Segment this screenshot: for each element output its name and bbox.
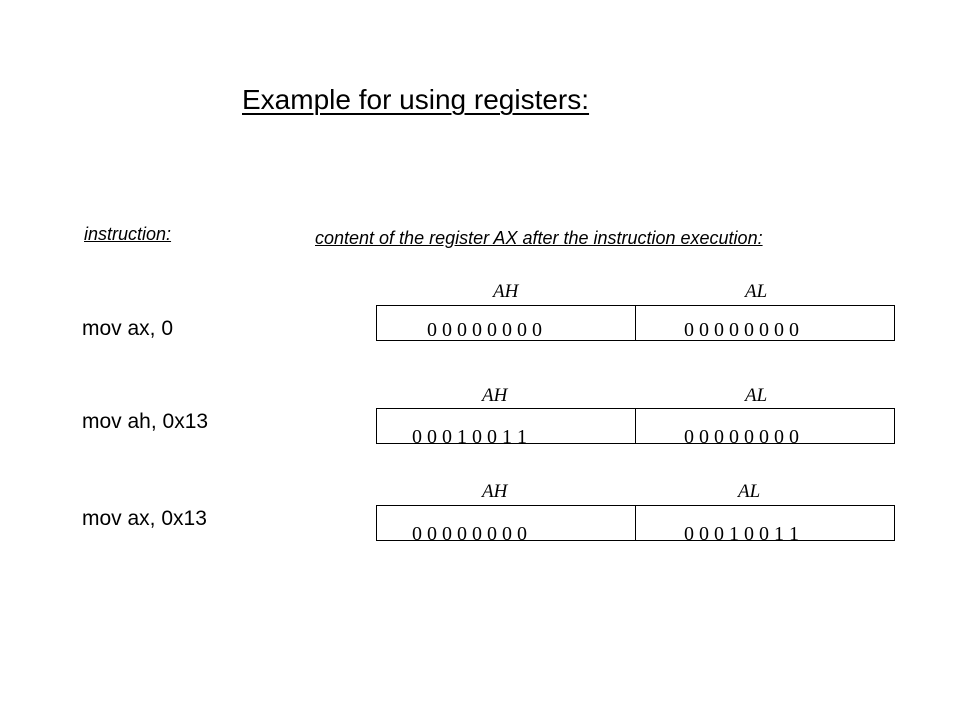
register-divider <box>635 409 636 443</box>
al-bits: 0 0 0 0 0 0 0 0 <box>684 426 799 448</box>
instruction-text: mov ax, 0 <box>82 317 174 340</box>
register-ax-box <box>376 408 895 448</box>
al-label: AL <box>738 481 761 502</box>
ah-bits: 0 0 0 0 0 0 0 0 <box>427 319 542 341</box>
ah-bits: 0 0 0 1 0 0 1 1 <box>412 426 527 448</box>
instruction-text: mov ah, 0x13 <box>82 410 209 433</box>
instruction-text: mov ax, 0x13 <box>82 507 207 530</box>
register-ax-box <box>376 505 895 545</box>
al-bits: 0 0 0 1 0 0 1 1 <box>684 523 799 545</box>
al-bits: 0 0 0 0 0 0 0 0 <box>684 319 799 341</box>
ah-label: AH <box>482 385 508 406</box>
register-divider <box>635 506 636 540</box>
instruction-column-header: instruction: <box>84 224 172 244</box>
ah-label: AH <box>493 281 519 302</box>
register-ax-box <box>376 305 895 341</box>
al-label: AL <box>745 385 768 406</box>
register-divider <box>635 306 636 340</box>
register-content-column-header: content of the register AX after the instruction execution: <box>315 228 763 248</box>
ah-bits: 0 0 0 0 0 0 0 0 <box>412 523 527 545</box>
slide-title: Example for using registers: <box>242 84 590 115</box>
ah-label: AH <box>482 481 508 502</box>
al-label: AL <box>745 281 768 302</box>
